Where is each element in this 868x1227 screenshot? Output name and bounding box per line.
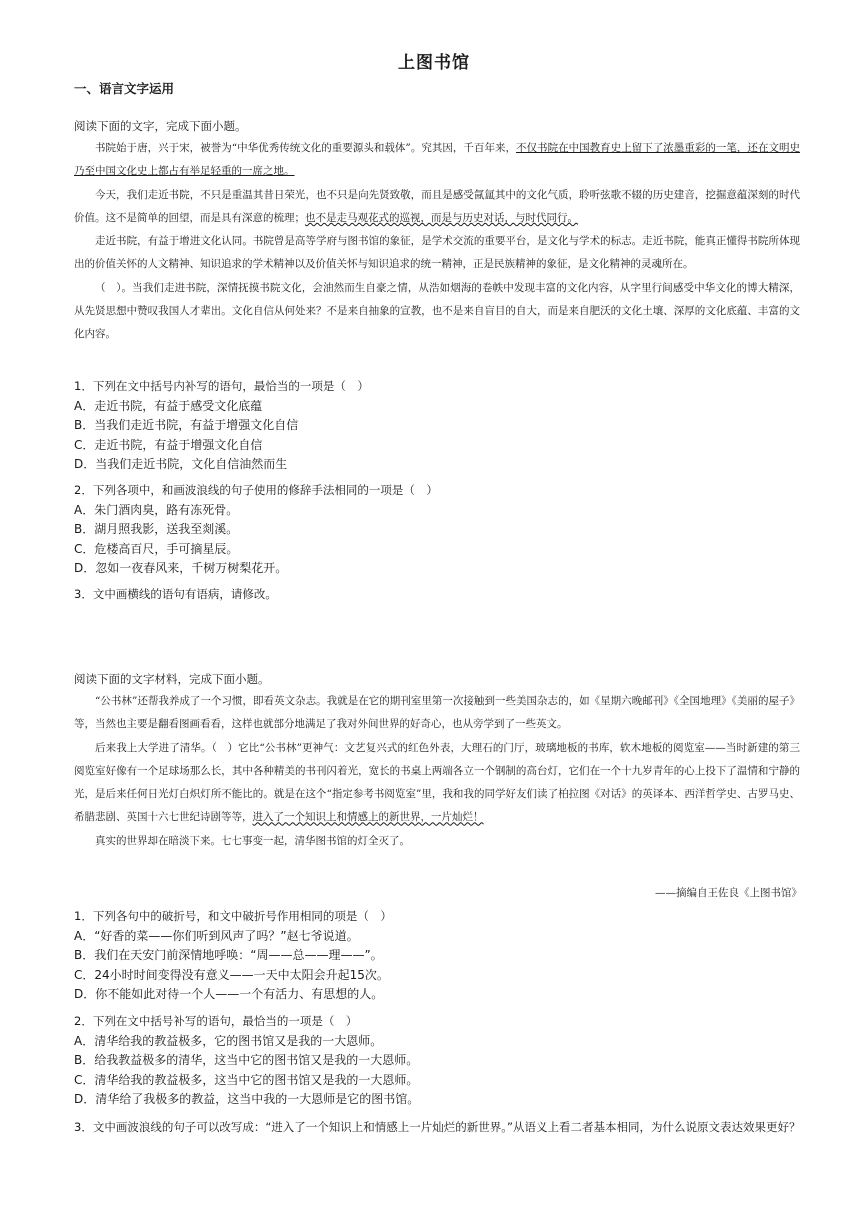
question-stem: 2．下列各项中，和画波浪线的句子使用的修辞手法相同的一项是（ ） [74,483,438,497]
source-attribution: ——摘编自王佐良《上图书馆》 [655,887,802,899]
passage2-para3: 真实的世界却在暗淡下来。七七事变一起，清华图书馆的灯全灭了。 [95,834,410,847]
option-c: C．危楼高百尺，手可摘星辰。 [74,541,239,556]
p1-question2 [74,481,814,579]
option-a: A．走近书院，有益于感受文化底蕴 [74,398,263,413]
option-b: B．给我教益极多的清华，这当中它的图书馆又是我的一大恩师。 [74,1053,419,1067]
passage1-text [74,137,800,347]
p1-question3 [74,585,814,605]
option-a: A．朱门酒肉臭，路有冻死骨。 [74,502,239,517]
section-heading: 一、语言文字运用 [74,81,175,96]
passage1-instruction: 阅读下面的文字，完成下面小题。 [74,119,247,133]
option-c: C．24小时时间变得没有意义——一天中太阳会升起15次。 [74,967,389,982]
passage1-para2-text: 今天，我们走近书院，不只是重温其昔日荣光，也不只是向先贤致敬，而且是感受氤氲其中的文化气质，聆听弦歌不辍的历史建音，挖掘意蕴深刻的时代价值。这不是简单的回望，而是具有深意的梳理； [74,188,800,224]
wavy-sentence: 也不是走马观花式的巡视，而是与历史对话，与时代同行。 [305,211,578,224]
p2-question1 [74,907,814,1005]
page-title: 上图书馆 [398,53,470,73]
passage2-para1: “公书林”还帮我养成了一个习惯，即看英文杂志。我就是在它的期刊室里第一次接触到一些美国杂志的，如《星期六晚邮刊》《全国地理》《美丽的屋子》等，当然也主要是翻看图画看看，这样也就部分地满足了我对外间世界的好奇心，也从旁学到了一些英文。 [74,695,800,731]
option-c: C．清华给我的教益极多，这当中它的图书馆又是我的一大恩师。 [74,1072,419,1087]
option-d: D．你不能如此对待一个人——一个有活力、有思想的人。 [74,987,384,1001]
question-stem: 3．文中画横线的语句有语病，请修改。 [74,587,277,601]
option-a: A．“好香的菜——你们听到风声了吗？”赵七爷说道。 [74,928,359,943]
passage2-para2 [74,737,800,830]
question-stem: 1．下列各句中的破折号，和文中破折号作用相同的项是（ ） [74,909,392,923]
p2-question2 [74,1012,814,1110]
question-stem: 2．下列在文中括号补写的语句，最恰当的一项是（ ） [74,1014,358,1028]
underlined-sentence: 不仅书院在中国教育史上留下了浓墨重彩的一笔，还在文明史乃至中国文化史上都占有举足轻重的一席之地。 [74,142,801,178]
option-a: A．清华给我的教益极多，它的图书馆又是我的一大恩师。 [74,1033,383,1048]
p2-question3: 3．文中画波浪线的句子可以改写成：“进入了一个知识上和情感上一片灿烂的新世界。”从语义上看二者基本相同，为什么说原文表达效果更好？ [74,1120,801,1134]
wavy-sentence: 进入了一个知识上和情感上的新世界，一片灿烂！ [252,811,484,824]
passage1-para4: （ ）。当我们走进书院，深情抚摸书院文化，会油然而生自豪之情，从浩如烟海的卷帙中发现丰富的文化内容，从字里行间感受中华文化的博大精深，从先贤思想中赞叹我国人才辈出。文化自信从何处来？不是来自抽象的宣教，也不是来自盲目的自大，而是来自肥沃的文化土壤、深厚的文化底蕴、丰富的文化内容。 [74,281,800,341]
option-b: B．当我们走近书院，有益于增强文化自信 [74,418,299,432]
option-d: D．清华给了我极多的教益，这当中我的一大恩师是它的图书馆。 [74,1092,420,1106]
passage2-para2-text: 后来我上大学进了清华。（ ）它比“公书林”更神气：文艺复兴式的红色外表，大理石的门厅，玻璃地板的书库，软木地板的阅览室——当时新建的第三阅览室好像有一个足球场那么长，其中各种精美的书刊闪着光，宽长的书桌上两端各立一个钢制的高台灯，它们在一个十九岁青年的心上投下了温情和宁静的光，是后来任何日光灯白炽灯所不能比的。就是在这个“指定参考书阅览室”里，我和我的同学好友们读了柏拉图《对话》的英译本、西洋哲学史、古罗马史、希腊悲剧、英国十六七世纪诗剧等等， [74,741,800,824]
passage1-para1-text: 书院始于唐，兴于宋，被誉为“中华优秀传统文化的重要源头和载体”。究其因，千百年来， [95,142,517,154]
question-stem: 1．下列在文中括号内补写的语句，最恰当的一项是（ ） [74,379,369,393]
option-b: B．湖月照我影，送我至剡溪。 [74,522,239,536]
passage2-text [74,690,800,853]
option-b: B．我们在天安门前深情地呼唤：“周——总——理——”。 [74,948,383,962]
passage1-para3: 走近书院，有益于增进文化认同。书院曾是高等学府与图书馆的象征，是学术交流的重要平台，是文化与学术的标志。走近书院，能真正懂得书院所体现出的价值关怀的人文精神、知识追求的学术精神以及价值关怀与知识追求的统一精神，正是民族精神的象征，是文化精神的灵魂所在。 [74,235,800,271]
p1-question1 [74,377,814,475]
passage1-para2 [74,184,800,231]
option-c: C．走近书院，有益于增强文化自信 [74,437,263,452]
option-d: D．忽如一夜春风来，千树万树梨花开。 [74,561,288,575]
passage1-para1 [74,137,800,184]
option-d: D．当我们走近书院，文化自信油然而生 [74,457,288,471]
passage2-instruction: 阅读下面的文字材料，完成下面小题。 [74,672,270,686]
